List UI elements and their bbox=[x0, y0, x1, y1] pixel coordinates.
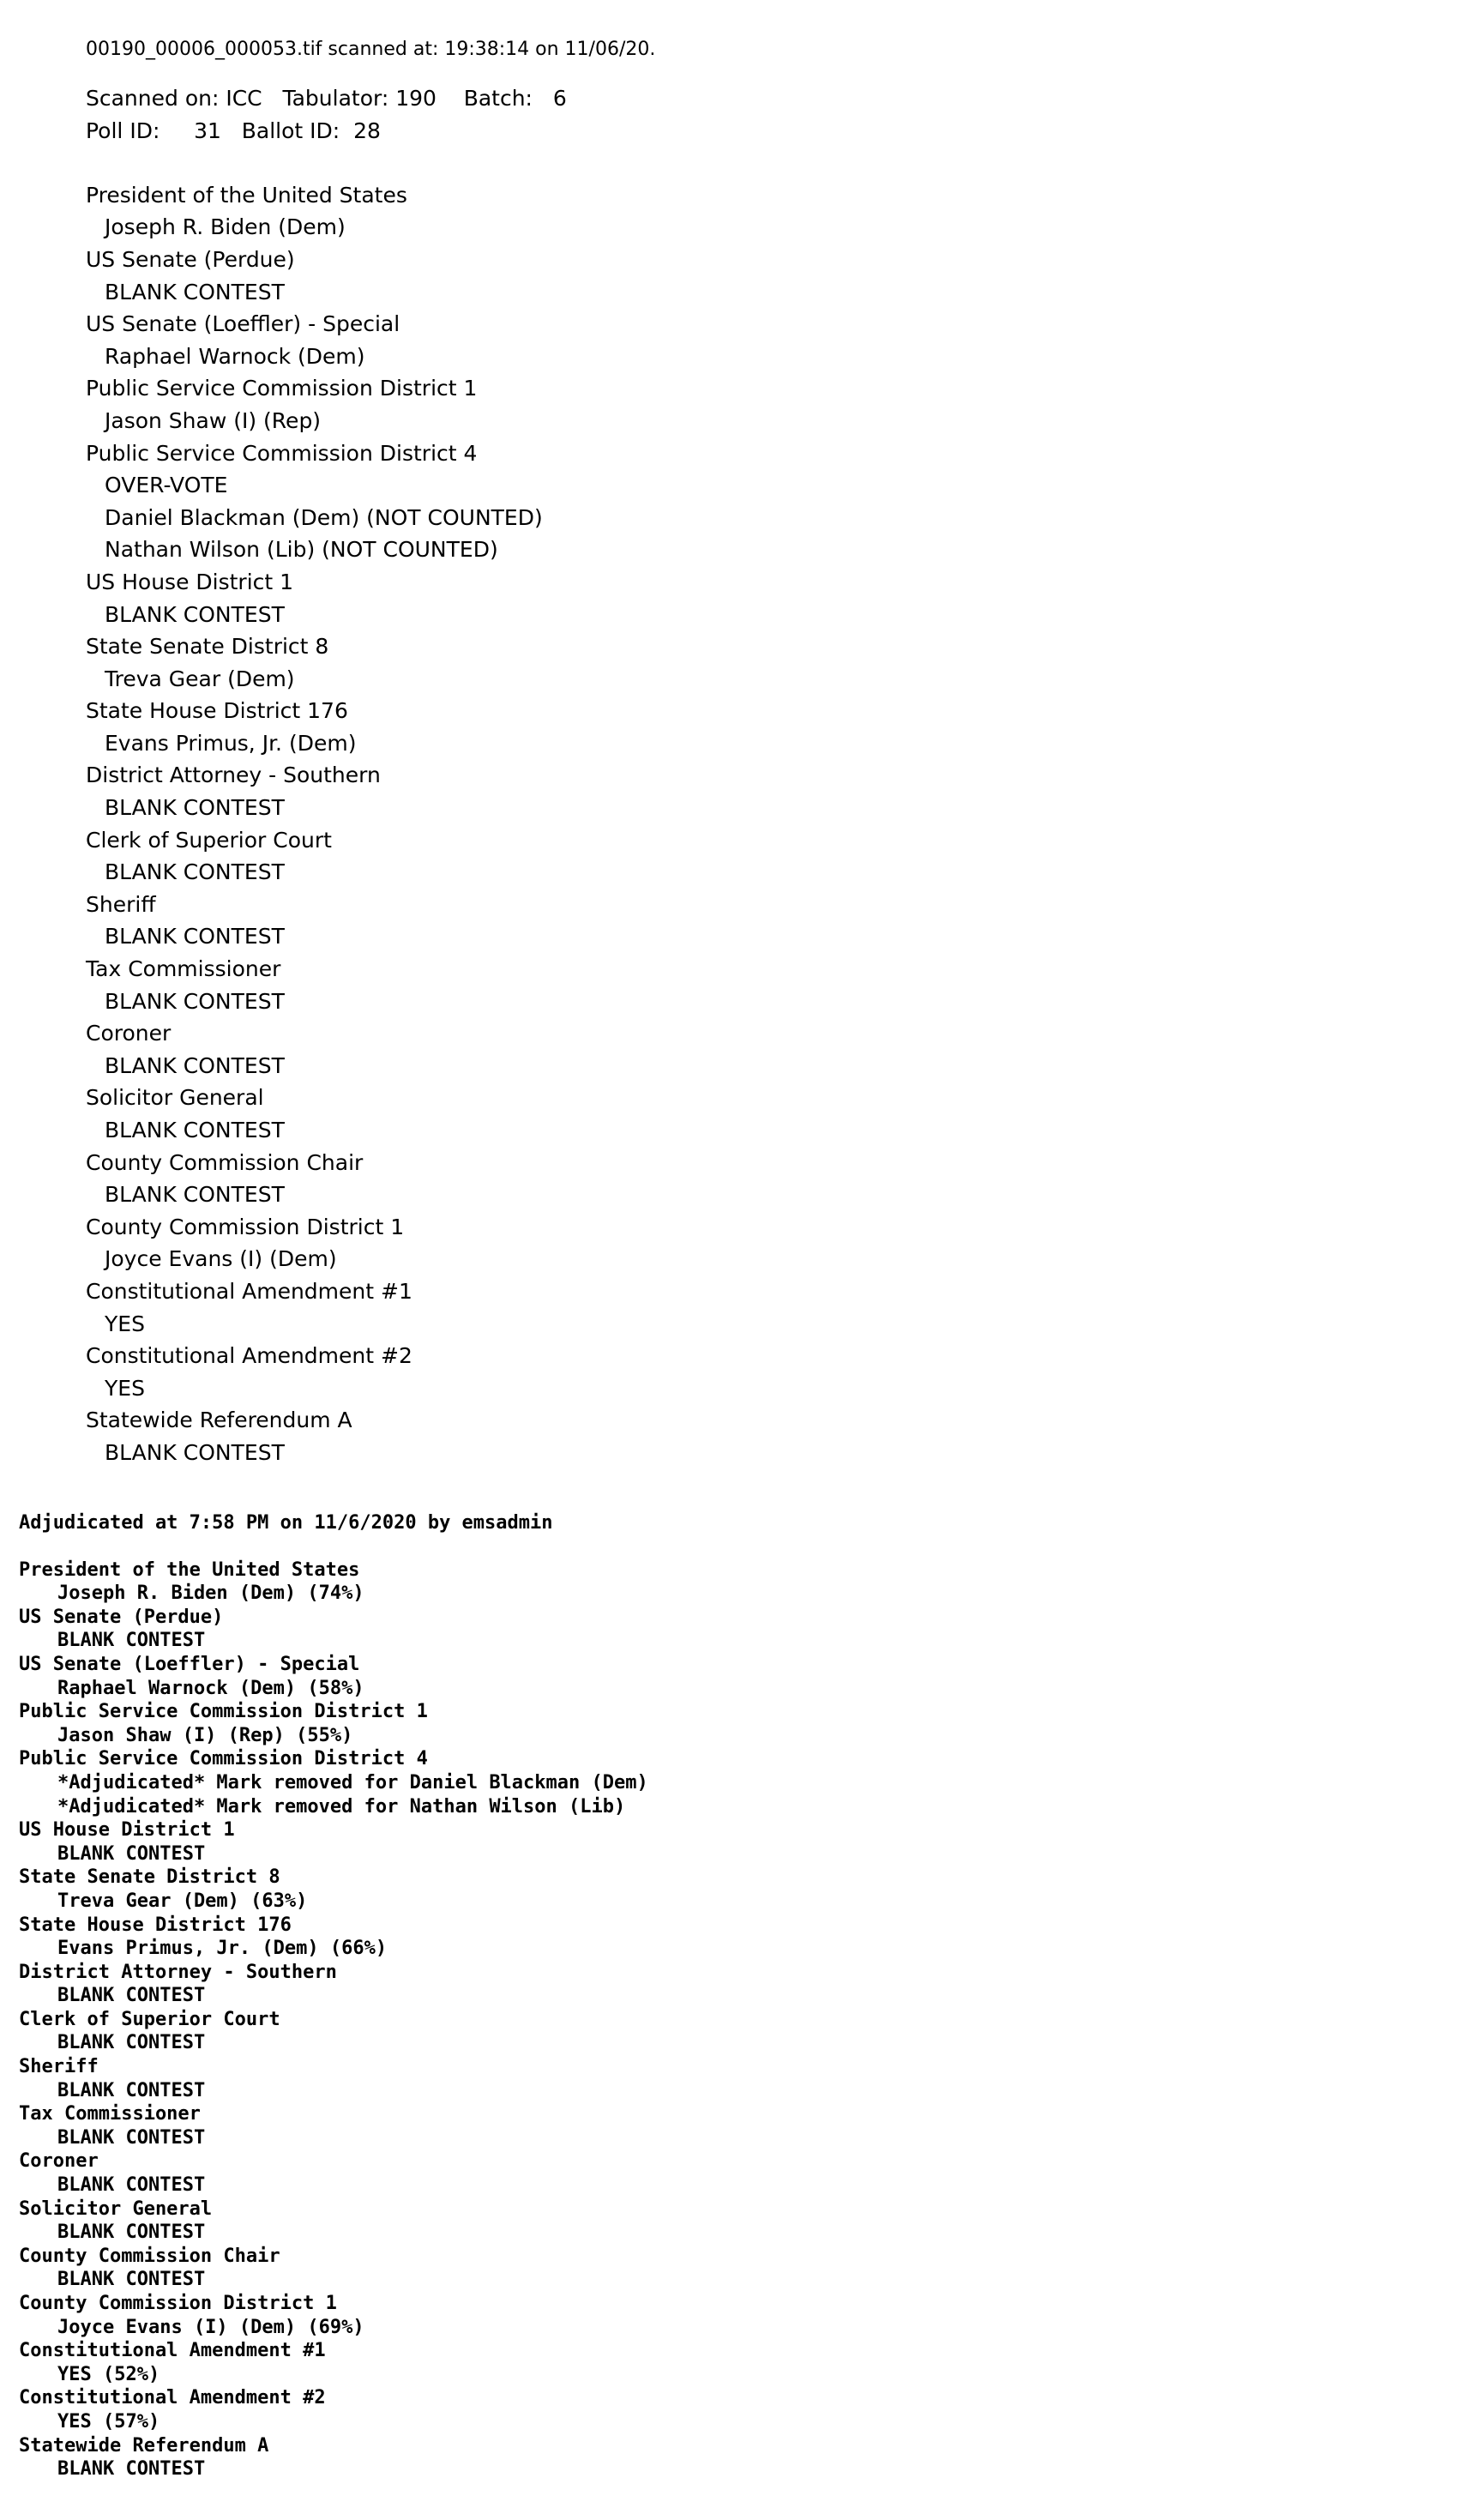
contest-choice: YES bbox=[105, 1375, 145, 1401]
contest-choice: BLANK CONTEST bbox=[105, 795, 285, 821]
scan-record bbox=[86, 38, 1372, 1469]
contest-name: State Senate District 8 bbox=[19, 1866, 280, 1889]
contest-choice: Raphael Warnock (Dem) bbox=[105, 343, 365, 369]
contest-name: Solicitor General bbox=[19, 2197, 213, 2220]
contest-name: Tax Commissioner bbox=[86, 956, 281, 982]
contest-name: County Commission District 1 bbox=[86, 1214, 405, 1239]
contest-name: State Senate District 8 bbox=[86, 634, 329, 660]
contest-name: Coroner bbox=[86, 1021, 172, 1046]
adjudication-record bbox=[19, 1511, 1391, 2481]
contest-name: Constitutional Amendment #1 bbox=[86, 1278, 412, 1304]
contest-choice: BLANK CONTEST bbox=[105, 601, 285, 627]
contest-choice: BLANK CONTEST bbox=[57, 2032, 206, 2054]
contest-choice: BLANK CONTEST bbox=[105, 988, 285, 1014]
contest-name: Solicitor General bbox=[86, 1085, 264, 1111]
contest-name: Sheriff bbox=[19, 2056, 99, 2078]
spacer bbox=[86, 147, 1372, 179]
contest-choice: BLANK CONTEST bbox=[57, 2174, 206, 2197]
adjudication-header: Adjudicated at 7:58 PM on 11/6/2020 by emsadmin bbox=[19, 1512, 553, 1534]
contest-name: District Attorney - Southern bbox=[86, 763, 381, 788]
contest-name: Statewide Referendum A bbox=[19, 2434, 269, 2457]
contest-name: President of the United States bbox=[86, 182, 407, 208]
contest-name: US Senate (Loeffler) - Special bbox=[86, 311, 400, 337]
contest-name: Public Service Commission District 4 bbox=[19, 1748, 428, 1770]
contest-name: Clerk of Superior Court bbox=[86, 827, 332, 853]
contest-name: US Senate (Perdue) bbox=[19, 1606, 224, 1628]
contest-choice: Jason Shaw (I) (Rep) (55%) bbox=[57, 1724, 353, 1746]
contest-choice: BLANK CONTEST bbox=[57, 2126, 206, 2149]
contest-name: Constitutional Amendment #2 bbox=[19, 2387, 326, 2409]
contest-choice: Joyce Evans (I) (Dem) (69%) bbox=[57, 2316, 364, 2338]
contest-choice: Treva Gear (Dem) bbox=[105, 666, 295, 691]
contest-choice: BLANK CONTEST bbox=[105, 279, 285, 304]
contest-choice: Treva Gear (Dem) (63%) bbox=[57, 1890, 308, 1912]
contest-choice: BLANK CONTEST bbox=[57, 2269, 206, 2291]
scan-contest-list bbox=[86, 179, 1372, 1469]
contest-choice: *Adjudicated* Mark removed for Nathan Wilson (Lib) bbox=[57, 1795, 626, 1818]
contest-name: Statewide Referendum A bbox=[86, 1408, 352, 1433]
scan-meta-tabulator: Scanned on: ICC Tabulator: 190 Batch: 6 bbox=[86, 86, 567, 111]
contest-name: US House District 1 bbox=[86, 569, 294, 594]
contest-choice: BLANK CONTEST bbox=[57, 2458, 206, 2481]
contest-choice: Evans Primus, Jr. (Dem) (66%) bbox=[57, 1938, 388, 1960]
contest-name: State House District 176 bbox=[86, 698, 348, 724]
contest-name: District Attorney - Southern bbox=[19, 1961, 337, 1983]
contest-choice: YES bbox=[105, 1311, 145, 1336]
contest-choice: BLANK CONTEST bbox=[57, 1842, 206, 1865]
contest-choice: BLANK CONTEST bbox=[105, 924, 285, 950]
contest-choice: YES (57%) bbox=[57, 2410, 160, 2433]
contest-name: US House District 1 bbox=[19, 1819, 235, 1842]
adjudication-contest-list bbox=[19, 1558, 1391, 2481]
contest-choice: Evans Primus, Jr. (Dem) bbox=[105, 730, 357, 756]
contest-name: County Commission Chair bbox=[86, 1149, 364, 1175]
scan-header: 00190_00006_000053.tif scanned at: 19:38:14 on 11/06/20. bbox=[86, 39, 656, 60]
contest-choice: BLANK CONTEST bbox=[105, 1182, 285, 1208]
contest-name: County Commission Chair bbox=[19, 2245, 280, 2267]
contest-name: Tax Commissioner bbox=[19, 2103, 201, 2125]
contest-choice: Joseph R. Biden (Dem) (74%) bbox=[57, 1583, 364, 1605]
contest-name: Constitutional Amendment #1 bbox=[19, 2340, 326, 2362]
contest-choice: OVER-VOTE bbox=[105, 473, 228, 498]
contest-choice: BLANK CONTEST bbox=[105, 859, 285, 885]
contest-name: Sheriff bbox=[86, 891, 156, 917]
contest-choice: BLANK CONTEST bbox=[57, 2222, 206, 2244]
contest-name: Constitutional Amendment #2 bbox=[86, 1343, 412, 1369]
contest-name: Coroner bbox=[19, 2150, 99, 2173]
contest-choice: Nathan Wilson (Lib) (NOT COUNTED) bbox=[105, 537, 498, 563]
contest-choice: BLANK CONTEST bbox=[105, 1118, 285, 1142]
contest-choice: *Adjudicated* Mark removed for Daniel Blackman (Dem) bbox=[57, 1771, 648, 1794]
contest-name: Public Service Commission District 4 bbox=[86, 440, 478, 466]
contest-name: Clerk of Superior Court bbox=[19, 2008, 280, 2030]
contest-choice: BLANK CONTEST bbox=[105, 1439, 285, 1465]
contest-choice: YES (52%) bbox=[57, 2363, 160, 2385]
contest-name: Public Service Commission District 1 bbox=[86, 376, 478, 401]
contest-choice: BLANK CONTEST bbox=[57, 2079, 206, 2101]
contest-name: US Senate (Loeffler) - Special bbox=[19, 1653, 360, 1675]
contest-name: Public Service Commission District 1 bbox=[19, 1701, 428, 1723]
scan-meta-poll: Poll ID: 31 Ballot ID: 28 bbox=[86, 118, 381, 143]
contest-choice: Jason Shaw (I) (Rep) bbox=[105, 407, 322, 433]
contest-choice: BLANK CONTEST bbox=[57, 1985, 206, 2007]
contest-choice: BLANK CONTEST bbox=[105, 1052, 285, 1078]
contest-name: President of the United States bbox=[19, 1558, 360, 1581]
contest-choice: Daniel Blackman (Dem) (NOT COUNTED) bbox=[105, 504, 543, 530]
contest-choice: Joseph R. Biden (Dem) bbox=[105, 214, 346, 240]
contest-name: County Commission District 1 bbox=[19, 2293, 337, 2314]
contest-choice: Raphael Warnock (Dem) (58%) bbox=[57, 1677, 364, 1699]
contest-choice: Joyce Evans (I) (Dem) bbox=[105, 1246, 337, 1272]
contest-choice: BLANK CONTEST bbox=[57, 1630, 206, 1652]
contest-name: US Senate (Perdue) bbox=[86, 246, 295, 272]
contest-name: State House District 176 bbox=[19, 1914, 292, 1936]
